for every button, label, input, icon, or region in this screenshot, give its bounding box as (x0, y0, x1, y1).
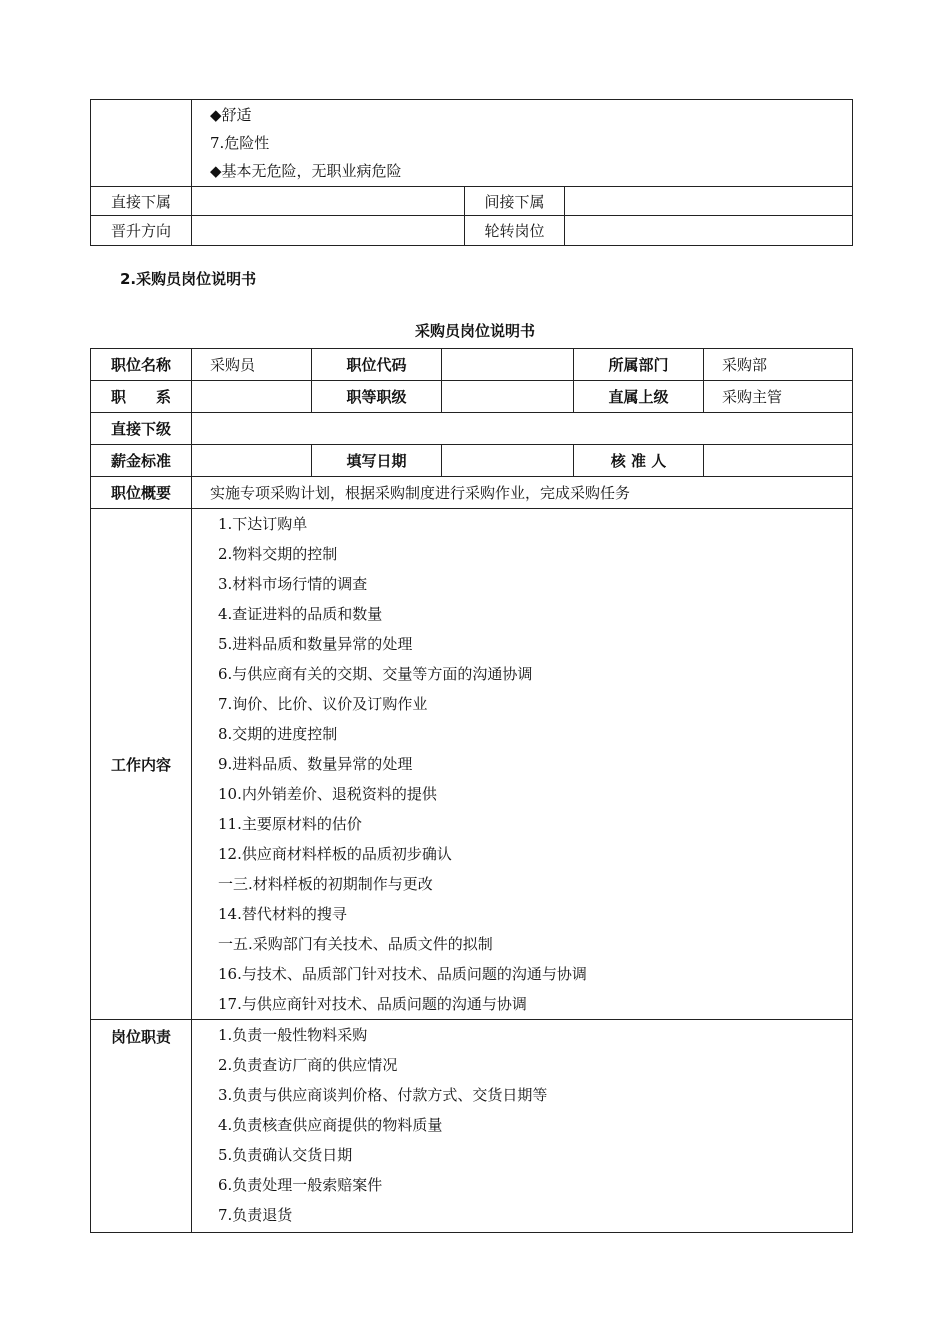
approver-value[interactable] (704, 445, 853, 477)
work-environment-cell (192, 100, 853, 187)
work-content-label: 工作内容 (91, 509, 192, 1020)
job-description-table (90, 348, 853, 1233)
indirect-subordinate-value[interactable] (565, 187, 853, 216)
list-item: 一五.采购部门有关技术、品质文件的拟制 (218, 935, 493, 953)
list-item: 5.进料品质和数量异常的处理 (218, 635, 413, 653)
summary-value: 实施专项采购计划，根据采购制度进行采购作业，完成采购任务 (192, 477, 853, 509)
rotation-value[interactable] (565, 216, 853, 246)
blank-cell (91, 100, 192, 187)
direct-subordinate-label: 直接下属 (91, 187, 192, 216)
direct-subordinate-value[interactable] (192, 187, 465, 216)
summary-label: 职位概要 (91, 477, 192, 509)
department-label: 所属部门 (574, 349, 704, 381)
env-line: ◆舒适 (210, 106, 252, 124)
supervisor-value[interactable]: 采购主管 (704, 381, 853, 413)
indirect-subordinate-label: 间接下属 (465, 187, 565, 216)
approver-label: 核 准 人 (574, 445, 704, 477)
fill-date-label: 填写日期 (312, 445, 442, 477)
supervisor-label: 直属上级 (574, 381, 704, 413)
series-label: 职 系 (91, 381, 192, 413)
document-title: 采购员岗位说明书 (414, 322, 535, 340)
salary-value[interactable] (192, 445, 312, 477)
list-item: 2.物料交期的控制 (218, 545, 338, 563)
env-line: 7.危险性 (210, 134, 270, 152)
list-item: 10.内外销差价、退税资料的提供 (218, 785, 437, 803)
direct-subordinate-label: 直接下级 (91, 413, 192, 445)
env-line: ◆基本无危险，无职业病危险 (210, 162, 402, 180)
continued-table (90, 99, 853, 246)
duties-label: 岗位职责 (91, 1020, 192, 1233)
list-item: 11.主要原材料的估价 (218, 815, 362, 833)
list-item: 3.材料市场行情的调查 (218, 575, 368, 593)
list-item: 1.下达订购单 (218, 515, 308, 533)
grade-value[interactable] (442, 381, 574, 413)
list-item: 4.负责核查供应商提供的物料质量 (218, 1116, 443, 1134)
list-item: 17.与供应商针对技术、品质问题的沟通与协调 (218, 995, 527, 1013)
work-content-list (192, 509, 853, 1020)
rotation-label: 轮转岗位 (465, 216, 565, 246)
section-heading: 2.采购员岗位说明书 (120, 270, 257, 288)
list-item: 7.负责退货 (218, 1206, 293, 1224)
list-item: 5.负责确认交货日期 (218, 1146, 353, 1164)
promotion-label: 晋升方向 (91, 216, 192, 246)
position-name-label: 职位名称 (91, 349, 192, 381)
list-item: 7.询价、比价、议价及订购作业 (218, 695, 428, 713)
promotion-value[interactable] (192, 216, 465, 246)
position-name-value[interactable]: 采购员 (192, 349, 312, 381)
list-item: 1.负责一般性物料采购 (218, 1026, 368, 1044)
list-item: 6.与供应商有关的交期、交量等方面的沟通协调 (218, 665, 533, 683)
duties-list (192, 1020, 853, 1233)
list-item: 14.替代材料的搜寻 (218, 905, 347, 923)
list-item: 12.供应商材料样板的品质初步确认 (218, 845, 452, 863)
position-code-label: 职位代码 (312, 349, 442, 381)
series-value[interactable] (192, 381, 312, 413)
list-item: 2.负责查访厂商的供应情况 (218, 1056, 398, 1074)
fill-date-value[interactable] (442, 445, 574, 477)
position-code-value[interactable] (442, 349, 574, 381)
list-item: 4.查证进料的品质和数量 (218, 605, 383, 623)
list-item: 9.进料品质、数量异常的处理 (218, 755, 413, 773)
direct-subordinate-value[interactable] (192, 413, 853, 445)
list-item: 6.负责处理一般索赔案件 (218, 1176, 383, 1194)
list-item: 一三.材料样板的初期制作与更改 (218, 875, 433, 893)
grade-label: 职等职级 (312, 381, 442, 413)
list-item: 8.交期的进度控制 (218, 725, 338, 743)
salary-label: 薪金标准 (91, 445, 192, 477)
list-item: 16.与技术、品质部门针对技术、品质问题的沟通与协调 (218, 965, 587, 983)
department-value[interactable]: 采购部 (704, 349, 853, 381)
list-item: 3.负责与供应商谈判价格、付款方式、交货日期等 (218, 1086, 548, 1104)
